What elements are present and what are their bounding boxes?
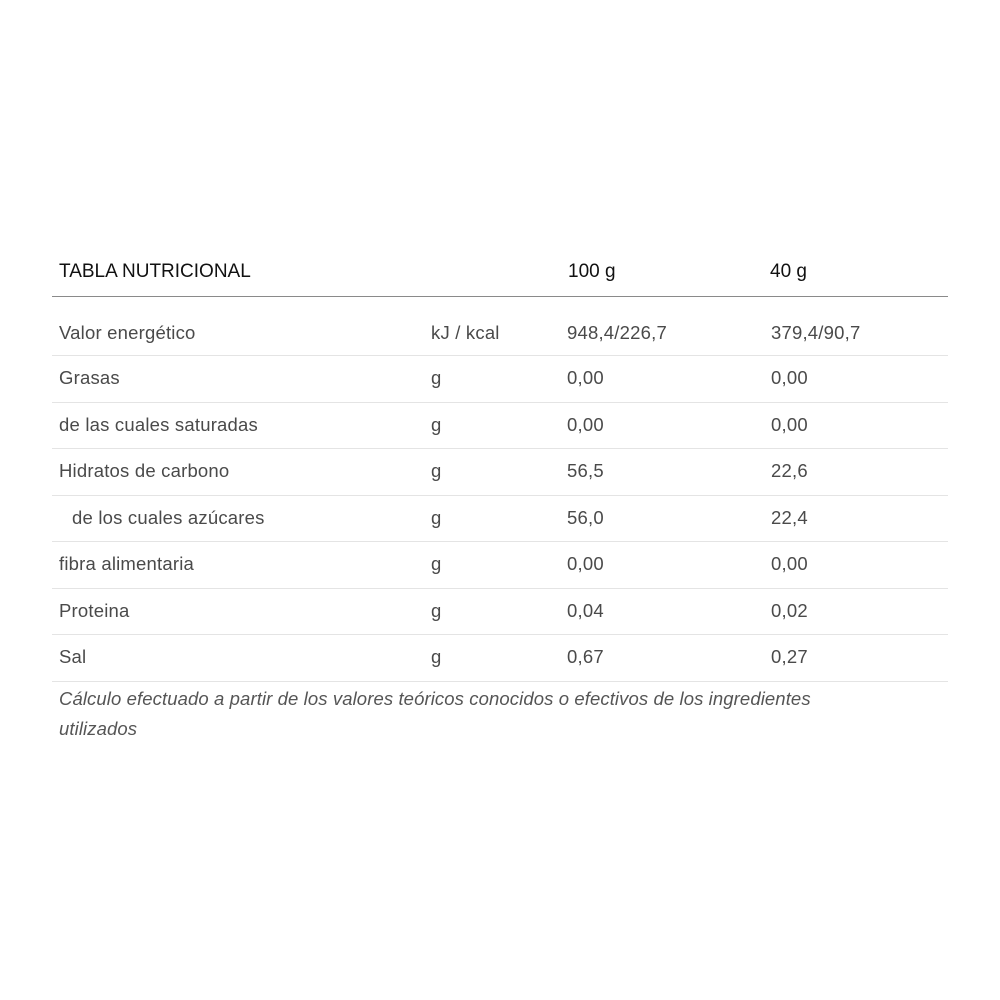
table-row-fibra — [52, 542, 948, 589]
column-header-40g: 40 g — [770, 261, 807, 282]
column-header-100g: 100 g — [568, 261, 616, 282]
nutrient-unit: g — [431, 553, 442, 574]
nutrient-name: Grasas — [59, 367, 120, 388]
table-title: TABLA NUTRICIONAL — [59, 261, 251, 282]
table-row-grasas — [52, 356, 948, 403]
nutrient-unit: g — [431, 506, 442, 528]
nutrition-table — [52, 252, 948, 682]
value-per-40g: 0,00 — [771, 367, 808, 388]
value-per-40g: 0,00 — [771, 553, 808, 574]
nutrient-name: Proteina — [59, 599, 130, 621]
value-per-40g: 0,02 — [771, 599, 808, 621]
nutrient-unit: g — [431, 599, 442, 621]
nutrient-name: Sal — [59, 646, 87, 667]
nutrient-name: Hidratos de carbono — [59, 460, 230, 481]
value-per-40g: 0,27 — [771, 646, 808, 667]
value-per-40g: 0,00 — [771, 413, 808, 435]
value-per-100g: 56,5 — [567, 460, 604, 481]
nutrient-unit: kJ / kcal — [431, 322, 500, 343]
nutrient-unit: g — [431, 646, 442, 667]
table-row-saturadas — [52, 403, 948, 450]
table-row-sal — [52, 635, 948, 682]
value-per-100g: 0,00 — [567, 553, 604, 574]
value-per-40g: 379,4/90,7 — [771, 322, 861, 343]
value-per-40g: 22,6 — [771, 460, 808, 481]
table-header-row — [52, 252, 948, 297]
table-row-valor-energetico — [52, 297, 948, 356]
nutrient-name: Valor energético — [59, 322, 196, 343]
value-per-100g: 0,00 — [567, 413, 604, 435]
nutrient-name: fibra alimentaria — [59, 553, 195, 574]
nutrient-unit: g — [431, 460, 442, 481]
value-per-40g: 22,4 — [771, 506, 808, 528]
value-per-100g: 0,67 — [567, 646, 604, 667]
table-row-azucares — [52, 496, 948, 543]
table-row-proteina — [52, 589, 948, 636]
value-per-100g: 0,04 — [567, 599, 604, 621]
nutrient-unit: g — [431, 367, 442, 388]
nutrient-name: de las cuales saturadas — [59, 413, 258, 435]
value-per-100g: 56,0 — [567, 506, 604, 528]
nutrient-name: de los cuales azúcares — [72, 506, 265, 528]
value-per-100g: 948,4/226,7 — [567, 322, 667, 343]
value-per-100g: 0,00 — [567, 367, 604, 388]
footnote: Cálculo efectuado a partir de los valores teóricos conocidos o efectivos de los ingredientes utilizados — [59, 688, 811, 739]
nutrient-unit: g — [431, 413, 442, 435]
table-row-hidratos — [52, 449, 948, 496]
